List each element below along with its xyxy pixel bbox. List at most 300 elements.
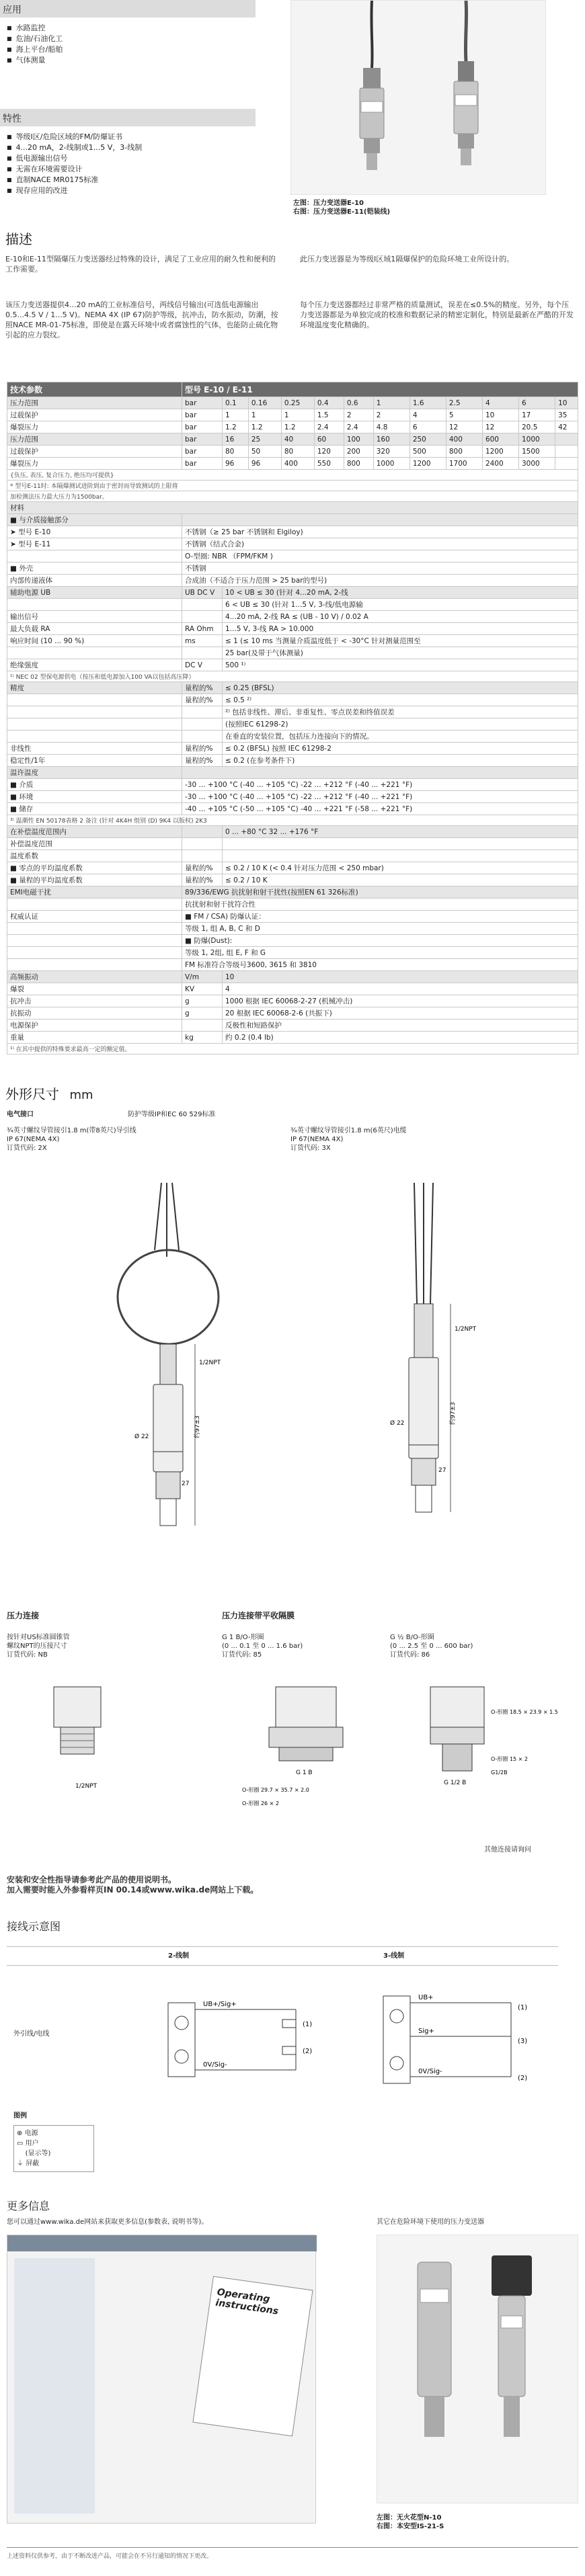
table-cell: 1000 根据 IEC 60068-2-27 (机械冲击) bbox=[223, 995, 578, 1007]
table-cell: 120 bbox=[314, 446, 344, 458]
dim-22-text: Ø 22 bbox=[134, 1434, 149, 1440]
table-cell: kg bbox=[182, 1032, 223, 1044]
table-cell: 量程的% bbox=[182, 743, 223, 755]
legend-item bbox=[17, 2149, 91, 2159]
table-row bbox=[7, 446, 578, 458]
table-row bbox=[7, 826, 578, 838]
block-line: 订货代码: 3X bbox=[290, 1145, 331, 1152]
table-cell: 1...5 V, 3-线 RA > 10.000 bbox=[223, 623, 578, 635]
description-p3: 该压力变送器提供4...20 mA的工业标准信号，两线信号输出(可选低电源输出0.5...4.5 V / 1...5 V)。NEMA 4X (IP 67)防护等级，抗冲击，防水振动，防潮，按照NACE MR-01-75标准，即使是在露天环境中或者腐蚀性的气体，也能防止硫化物引起的应力裂纹。 bbox=[5, 300, 278, 339]
table-cell: ms bbox=[182, 635, 223, 647]
table-cell: UB DC V bbox=[182, 587, 223, 599]
table-row bbox=[7, 587, 578, 599]
table-cell bbox=[182, 706, 223, 718]
table-cell: 4 bbox=[482, 397, 518, 409]
conn-line: (0 ... 0.1 至 0 ... 1.6 bar) bbox=[222, 1643, 303, 1650]
header-left: 技术参数 bbox=[7, 382, 182, 397]
table-cell bbox=[182, 718, 223, 731]
more-info-title: 更多信息 bbox=[7, 2200, 50, 2212]
spec-table bbox=[7, 382, 578, 1054]
material-title: 材料 bbox=[7, 502, 578, 514]
table-cell: 1200 bbox=[410, 458, 446, 470]
table-cell: 量程的% bbox=[182, 694, 223, 706]
footer-text: 上述资料仅供参考，由于不断改进产品，可能会在不另行通知的情况下更改。 bbox=[7, 2553, 213, 2560]
legend-item bbox=[17, 2159, 91, 2169]
table-cell bbox=[182, 514, 578, 526]
table-row bbox=[7, 718, 578, 731]
table-cell: -30 ... +100 °C (-40 ... +105 °C) -22 ... +212 °F (-40 ... +221 °F) bbox=[182, 779, 578, 791]
ub-label: UB+ bbox=[418, 1994, 434, 2001]
list-item: ■ 等级I区/危险区域的FM/防爆证书 bbox=[7, 132, 585, 142]
table-cell: 温许温度 bbox=[7, 767, 182, 779]
table-row bbox=[7, 659, 578, 671]
table-cell: 1.5 bbox=[314, 409, 344, 421]
table-cell bbox=[182, 599, 223, 611]
pressure-conn-title2: 压力连接带平收隔膜 bbox=[222, 1611, 295, 1620]
sig-label: Sig+ bbox=[418, 2028, 434, 2035]
table-cell: ■ 防爆(Dust): bbox=[182, 935, 578, 947]
foot-note: ¹⁾ 在其中提供的特殊要求最高一定的额定值。 bbox=[7, 1044, 578, 1054]
table-cell: 500 bbox=[410, 446, 446, 458]
table-row bbox=[7, 791, 578, 803]
table-cell bbox=[182, 1020, 223, 1032]
table-cell: bar bbox=[182, 409, 223, 421]
spec-note: * 型号E-11时: 本隔爆测试进阶到由于密封而导致测试的上限将 bbox=[7, 481, 578, 491]
table-cell: 量程的% bbox=[182, 682, 223, 694]
dim-npt-text: 1/2NPT bbox=[455, 1326, 477, 1333]
table-row bbox=[7, 886, 578, 899]
transmitter-photo-image bbox=[377, 2235, 579, 2504]
legend-item bbox=[17, 2138, 91, 2149]
wiring-2wire-diagram bbox=[161, 1969, 363, 2097]
table-cell: ■ 与介质接触部分 bbox=[7, 514, 182, 526]
block-line: ¾英寸螺纹导管接引1.8 m(6英尺)电缆 bbox=[290, 1127, 407, 1134]
conn-line: 订货代码: 85 bbox=[222, 1651, 262, 1659]
table-row bbox=[7, 682, 578, 694]
table-cell: 抗振动 bbox=[7, 1007, 182, 1020]
table-row bbox=[7, 959, 578, 971]
table-cell: 在补偿温度范围内 bbox=[7, 826, 182, 838]
table-cell: 不锈钢 bbox=[182, 563, 578, 575]
table-cell: 最大负载 RA bbox=[7, 623, 182, 635]
table-cell: 等级 1, 组 A, B, C 和 D bbox=[182, 923, 578, 935]
table-cell bbox=[7, 550, 182, 563]
table-cell: 25 bbox=[248, 433, 281, 446]
table-cell: 1200 bbox=[482, 446, 518, 458]
table-row bbox=[7, 1020, 578, 1032]
table-cell: ➤ 型号 E-10 bbox=[7, 526, 182, 538]
table-cell bbox=[7, 935, 182, 947]
table-cell: 量程的% bbox=[182, 874, 223, 886]
list-item: ■ 危油/石油化工 bbox=[7, 34, 585, 44]
table-cell: 10 < UB ≤ 30 (针对 4...20 mA, 2-线 bbox=[223, 587, 578, 599]
legend-text: (显示等) bbox=[25, 2150, 51, 2157]
footer-divider bbox=[7, 2547, 578, 2548]
shield-icon: ⏚ bbox=[17, 2160, 26, 2167]
dim-npt-text: 1/2NPT bbox=[199, 1360, 221, 1366]
table-cell bbox=[223, 838, 578, 850]
table-cell bbox=[7, 899, 182, 911]
table-cell: 1000 bbox=[373, 458, 410, 470]
n3-label: (3) bbox=[518, 2038, 528, 2045]
g1b-label: G 1 B bbox=[296, 1770, 313, 1776]
list-item: ■ 现存应用的改进 bbox=[7, 185, 585, 196]
list-item: ■ 气体测量 bbox=[7, 55, 585, 66]
table-row bbox=[7, 409, 578, 421]
n1-label: (1) bbox=[303, 2021, 313, 2028]
table-cell bbox=[7, 647, 182, 659]
table-cell: KV bbox=[182, 983, 223, 995]
dimension-drawing-right bbox=[350, 1169, 551, 1559]
table-cell: ■ 外壳 bbox=[7, 563, 182, 575]
list-item: ■ 水路监控 bbox=[7, 23, 585, 34]
top-caption bbox=[293, 199, 390, 216]
table-row bbox=[7, 850, 578, 862]
g1b-connection-drawing bbox=[235, 1673, 390, 1828]
dimension-drawing-left bbox=[81, 1169, 282, 1559]
applications-title: 应用 bbox=[0, 0, 256, 17]
table-cell: 250 bbox=[410, 433, 446, 446]
ov-label: 0V/Sig- bbox=[418, 2068, 442, 2075]
table-cell bbox=[182, 826, 223, 838]
table-cell: O-型圈: NBR （FPM/FKM ) bbox=[182, 550, 578, 563]
conn-line: 订货代码: NB bbox=[7, 1651, 48, 1659]
table-cell: 0.16 bbox=[248, 397, 281, 409]
table-row bbox=[7, 1032, 578, 1044]
table-cell: 0.6 bbox=[344, 397, 373, 409]
table-cell: 6 < UB ≤ 30 (针对 1...5 V, 3-线/低电源输 bbox=[223, 599, 578, 611]
elec-note: ¹⁾ NEC 02 型保电源供电（按压和低电源加入100 VA以包括高压降） bbox=[7, 671, 578, 682]
table-row bbox=[7, 599, 578, 611]
elec-conn-sub: 防护等级IP和EC 60 529标准 bbox=[128, 1111, 216, 1118]
ubsig-label: UB+/Sig+ bbox=[203, 2001, 237, 2008]
dimensions-title: 外形尺寸 bbox=[5, 1086, 59, 1102]
ring-label: O-形圈 15 × 2 bbox=[491, 1756, 529, 1762]
table-cell: 电源保护 bbox=[7, 1020, 182, 1032]
conn-c3 bbox=[390, 1633, 473, 1659]
table-cell: ■ FM / CSA) 防爆认证： bbox=[182, 911, 578, 923]
table-row bbox=[7, 1007, 578, 1020]
other-transmitters-photo bbox=[377, 2235, 578, 2503]
table-cell: 爆裂压力 bbox=[7, 458, 182, 470]
table-cell: 约 0.2 (0.4 lb) bbox=[223, 1032, 578, 1044]
table-cell: 6 bbox=[519, 397, 555, 409]
ring-label: O-形圈 18.5 × 23.9 × 1.5 bbox=[491, 1709, 558, 1715]
table-cell: 抗冲击 bbox=[7, 995, 182, 1007]
left-block bbox=[7, 1126, 136, 1153]
table-cell: 10 bbox=[223, 971, 578, 983]
ring-label: O-形圈 29.7 × 35.7 × 2.0 bbox=[242, 1787, 309, 1793]
table-cell: 2 bbox=[373, 409, 410, 421]
table-cell bbox=[182, 767, 578, 779]
caption-line: 左图：压力变送器E-10 bbox=[293, 200, 364, 207]
table-cell bbox=[7, 718, 182, 731]
conn-line: 订货代码: 86 bbox=[390, 1651, 430, 1659]
table-cell: 辅助电源 UB bbox=[7, 587, 182, 599]
table-row bbox=[7, 779, 578, 791]
table-row bbox=[7, 874, 578, 886]
table-cell: ■ 量程的平均温度系数 bbox=[7, 874, 182, 886]
dim-27-text: 27 bbox=[182, 1481, 190, 1487]
table-cell: ²⁾ 包括非线性、滞后、非重复性、零点误差和终值误差 bbox=[223, 706, 578, 718]
list-item: ■ 无需在环境需要设计 bbox=[7, 164, 585, 175]
table-cell: 抗扰射和射干扰符合性 bbox=[182, 899, 578, 911]
table-cell: 权威认证 bbox=[7, 911, 182, 923]
table-cell: 42 bbox=[555, 421, 578, 433]
dimensions-header bbox=[0, 1083, 585, 1104]
caption-line: 右图：压力变送器E-11(铠装线) bbox=[293, 208, 391, 216]
more-info-right-title: 其它在危险环境下使用的压力变送器 bbox=[377, 2218, 484, 2226]
table-row bbox=[7, 743, 578, 755]
table-cell: 4.8 bbox=[373, 421, 410, 433]
table-cell: ■ 环境 bbox=[7, 791, 182, 803]
table-cell: 爆裂压力 bbox=[7, 421, 182, 433]
block-line: 订货代码: 2X bbox=[7, 1145, 47, 1152]
dim-len-text: 约97±3 bbox=[194, 1415, 201, 1438]
table-cell bbox=[555, 433, 578, 446]
conn-line: 螺纹NPT的压接尺寸 bbox=[7, 1643, 67, 1650]
table-row bbox=[7, 635, 578, 647]
table-cell bbox=[182, 611, 223, 623]
list-item: ■ 直制NACE MR0175标准 bbox=[7, 175, 585, 185]
g12b-connection-drawing bbox=[403, 1673, 565, 1828]
table-row bbox=[7, 514, 578, 526]
table-cell: (按照IEC 61298-2) bbox=[223, 718, 578, 731]
table-cell: ≤ 0.5 ²⁾ bbox=[223, 694, 578, 706]
table-cell: 4...20 mA, 2-线 RA ≤ (UB - 10 V) / 0.02 A bbox=[223, 611, 578, 623]
table-cell: 200 bbox=[344, 446, 373, 458]
table-cell: 160 bbox=[373, 433, 410, 446]
table-cell: ≤ 0.2 (在参考条件下) bbox=[223, 755, 578, 767]
conn-line: G ½ B/O-形圈 bbox=[390, 1634, 434, 1641]
n2-label: (2) bbox=[518, 2075, 528, 2082]
table-cell: 2.4 bbox=[344, 421, 373, 433]
elec-conn-label: 电气接口 bbox=[7, 1111, 34, 1118]
block-line: ¾英寸螺纹导管接引1.8 m(带8英尺)导引线 bbox=[7, 1127, 136, 1134]
table-cell bbox=[182, 647, 223, 659]
table-cell: 4 bbox=[410, 409, 446, 421]
table-cell: 量程的% bbox=[182, 755, 223, 767]
table-row bbox=[7, 706, 578, 718]
user-icon: ▭ bbox=[17, 2140, 26, 2147]
more-info-text: 您可以通过www.wika.de网站来获取更多信息(参数表, 说明书等)。 bbox=[7, 2218, 208, 2226]
table-row bbox=[7, 995, 578, 1007]
table-row bbox=[7, 433, 578, 446]
table-cell: 96 bbox=[223, 458, 249, 470]
table-cell: 6 bbox=[410, 421, 446, 433]
wiring-title: 接线示意图 bbox=[7, 1920, 61, 1933]
browser-toolbar bbox=[7, 2235, 317, 2251]
browser-sidebar bbox=[14, 2258, 95, 2513]
table-cell: 800 bbox=[344, 458, 373, 470]
table-cell: 35 bbox=[555, 409, 578, 421]
table-cell: 1.2 bbox=[281, 421, 314, 433]
table-row bbox=[7, 911, 578, 923]
safety-line: 加入需要时能入外参看样页IN 00.14或www.wika.de网站上下载。 bbox=[7, 1885, 259, 1895]
power-icon: ⊕ bbox=[17, 2130, 25, 2137]
table-cell: g bbox=[182, 995, 223, 1007]
table-cell: 1 bbox=[248, 409, 281, 421]
table-cell: 320 bbox=[373, 446, 410, 458]
features-title: 特性 bbox=[0, 109, 256, 126]
list-item: ■ 海上平台/船舶 bbox=[7, 44, 585, 55]
table-cell: 在垂直的安装位置，包括压力连接向下的情况。 bbox=[223, 731, 578, 743]
table-cell: 合成油（不适合于压力范围 > 25 bar的型号) bbox=[182, 575, 578, 587]
table-cell: 800 bbox=[446, 446, 482, 458]
table-cell: 压力范围 bbox=[7, 397, 182, 409]
table-cell: 0.4 bbox=[314, 397, 344, 409]
description-header bbox=[0, 228, 585, 247]
table-cell: 响应时间 (10 ... 90 %) bbox=[7, 635, 182, 647]
table-cell: 重量 bbox=[7, 1032, 182, 1044]
table-cell: 1 bbox=[223, 409, 249, 421]
legend-box bbox=[13, 2125, 94, 2172]
table-row bbox=[7, 694, 578, 706]
table-cell: 96 bbox=[248, 458, 281, 470]
product-photo bbox=[290, 0, 546, 195]
spec-note: {负压, 表压, 复合压力, 绝压均可提供} bbox=[7, 470, 578, 481]
table-cell bbox=[182, 850, 223, 862]
table-cell: ➤ 型号 E-11 bbox=[7, 538, 182, 550]
description-p1: E-10和E-11型隔爆压力变送器经过特殊的设计，满足了工业应用的耐久性和便利的工作需要。 bbox=[5, 255, 276, 274]
dim-len-text: 约97±3 bbox=[450, 1402, 457, 1425]
table-cell: 过载保护 bbox=[7, 446, 182, 458]
table-cell: ≤ 1 (≤ 10 ms 当测量介质温度低于 < -30°C 针对测量范围至 bbox=[223, 635, 578, 647]
table-cell: ≤ 0.25 (BFSL) bbox=[223, 682, 578, 694]
transmitter-photo-image bbox=[291, 1, 547, 196]
table-cell: 89/336/EWG 抗扰射和射干扰性(按照EN 61 326标准) bbox=[182, 886, 578, 899]
safety-note bbox=[7, 1875, 578, 1895]
table-cell: bar bbox=[182, 421, 223, 433]
table-cell bbox=[555, 458, 578, 470]
table-cell: 400 bbox=[281, 458, 314, 470]
conn-c2 bbox=[222, 1633, 303, 1659]
table-cell: 温度系数 bbox=[7, 850, 182, 862]
table-cell bbox=[223, 850, 578, 862]
table-row bbox=[7, 575, 578, 587]
table-cell bbox=[7, 731, 182, 743]
table-row bbox=[7, 526, 578, 538]
table-cell: 2.5 bbox=[446, 397, 482, 409]
table-cell: 60 bbox=[314, 433, 344, 446]
table-cell: 1 bbox=[373, 397, 410, 409]
ovsig-label: 0V/Sig- bbox=[203, 2061, 227, 2069]
table-cell: 1500 bbox=[519, 446, 555, 458]
table-row bbox=[7, 421, 578, 433]
table-cell: 1000 bbox=[519, 433, 555, 446]
table-cell: ≤ 0.2 / 10 K (< 0.4 针对压力范围 < 250 mbar) bbox=[223, 862, 578, 874]
table-cell: 0.1 bbox=[223, 397, 249, 409]
legend-item bbox=[17, 2128, 91, 2138]
table-row bbox=[7, 647, 578, 659]
table-cell: ≤ 0.2 (BFSL) 按照 IEC 61298-2 bbox=[223, 743, 578, 755]
table-header-row bbox=[7, 382, 578, 397]
table-cell: 压力范围 bbox=[7, 433, 182, 446]
table-cell: 高频振动 bbox=[7, 971, 182, 983]
temp-note: ³⁾ 温潮性 EN 50178表格 2 备注 (针对 4K4H 组别 (D) 9K4 以版权) 2K3 bbox=[7, 815, 578, 826]
table-cell: bar bbox=[182, 397, 223, 409]
wiring-col2: 2-线制 bbox=[168, 1952, 190, 1960]
header-right: 型号 E-10 / E-11 bbox=[182, 382, 578, 397]
description-title: 描述 bbox=[5, 231, 32, 247]
table-cell: bar bbox=[182, 446, 223, 458]
table-row bbox=[7, 731, 578, 743]
table-cell: 等级 1, 2组, 组 E, F 和 G bbox=[182, 947, 578, 959]
table-cell: 25 bar(及带于气体测量) bbox=[223, 647, 578, 659]
spec-table-wrap bbox=[7, 382, 578, 1054]
table-cell: 补偿温度范围 bbox=[7, 838, 182, 850]
table-cell: 精度 bbox=[7, 682, 182, 694]
table-cell: 10 bbox=[555, 397, 578, 409]
table-cell: 反极性和短路保护 bbox=[223, 1020, 578, 1032]
table-row bbox=[7, 458, 578, 470]
table-cell: ■ 介质 bbox=[7, 779, 182, 791]
table-cell: 4 bbox=[223, 983, 578, 995]
table-row bbox=[7, 550, 578, 563]
table-cell: 0.25 bbox=[281, 397, 314, 409]
g12b-label-2: G1/2B bbox=[491, 1770, 508, 1776]
list-item: ■ 4...20 mA，2-线制或1...5 V，3-线制 bbox=[7, 142, 585, 153]
right-block bbox=[290, 1126, 407, 1153]
table-cell bbox=[7, 599, 182, 611]
table-cell: 12 bbox=[482, 421, 518, 433]
table-cell: bar bbox=[182, 458, 223, 470]
block-line: IP 67(NEMA 4X) bbox=[290, 1136, 344, 1143]
table-cell: g bbox=[182, 1007, 223, 1020]
table-row bbox=[7, 611, 578, 623]
table-cell: 0 ... +80 °C 32 ... +176 °F bbox=[223, 826, 578, 838]
table-cell: -40 ... +105 °C (-50 ... +105 °C) -40 ... +221 °F (-58 ... +221 °F) bbox=[182, 803, 578, 815]
table-cell: ■ 零点的平均温度系数 bbox=[7, 862, 182, 874]
table-cell: 1.6 bbox=[410, 397, 446, 409]
npt-label: 1/2NPT bbox=[75, 1783, 98, 1790]
table-cell: 600 bbox=[482, 433, 518, 446]
table-row bbox=[7, 923, 578, 935]
doc-title: Operating instructions bbox=[214, 2286, 280, 2317]
bottom-caption bbox=[377, 2513, 444, 2531]
table-cell: 2.4 bbox=[314, 421, 344, 433]
safety-line: 安装和安全性指导请参考此产品的使用说明书。 bbox=[7, 1875, 177, 1884]
table-cell: 输出信号 bbox=[7, 611, 182, 623]
table-row bbox=[7, 899, 578, 911]
caption-line: 左图：无火花型N-10 bbox=[377, 2514, 442, 2522]
table-cell: V/m bbox=[182, 971, 223, 983]
table-cell: 绝缘强度 bbox=[7, 659, 182, 671]
ring-label: O-形圈 26 × 2 bbox=[242, 1800, 280, 1806]
wiring-row-label: 外引线/电线 bbox=[13, 2030, 50, 2038]
conn-line: 按针对US标准圆锥管 bbox=[7, 1634, 70, 1641]
table-cell: 500 ¹⁾ bbox=[223, 659, 578, 671]
npt-connection-drawing bbox=[20, 1673, 155, 1828]
table-cell: 不锈钢（结式合金) bbox=[182, 538, 578, 550]
table-row bbox=[7, 397, 578, 409]
table-cell: 20.5 bbox=[519, 421, 555, 433]
dim-27-text: 27 bbox=[438, 1467, 446, 1474]
conn-line: (0 ... 2.5 至 0 ... 600 bar) bbox=[390, 1643, 473, 1650]
dim-22-text: Ø 22 bbox=[390, 1420, 405, 1427]
table-row bbox=[7, 538, 578, 550]
table-cell bbox=[7, 923, 182, 935]
spec-note: 加检测法压力最大压力为1500bar。 bbox=[7, 491, 578, 502]
table-cell: 量程的% bbox=[182, 862, 223, 874]
g12b-label: G 1/2 B bbox=[444, 1780, 467, 1786]
table-cell: 16 bbox=[223, 433, 249, 446]
other-conn-note: 其他连接请询问 bbox=[484, 1846, 531, 1854]
divider bbox=[7, 1946, 558, 1947]
wiring-3wire-diagram bbox=[377, 1969, 572, 2097]
table-cell: FM 标准符合等级号3600, 3615 和 3810 bbox=[182, 959, 578, 971]
n1-label: (1) bbox=[518, 2004, 528, 2011]
